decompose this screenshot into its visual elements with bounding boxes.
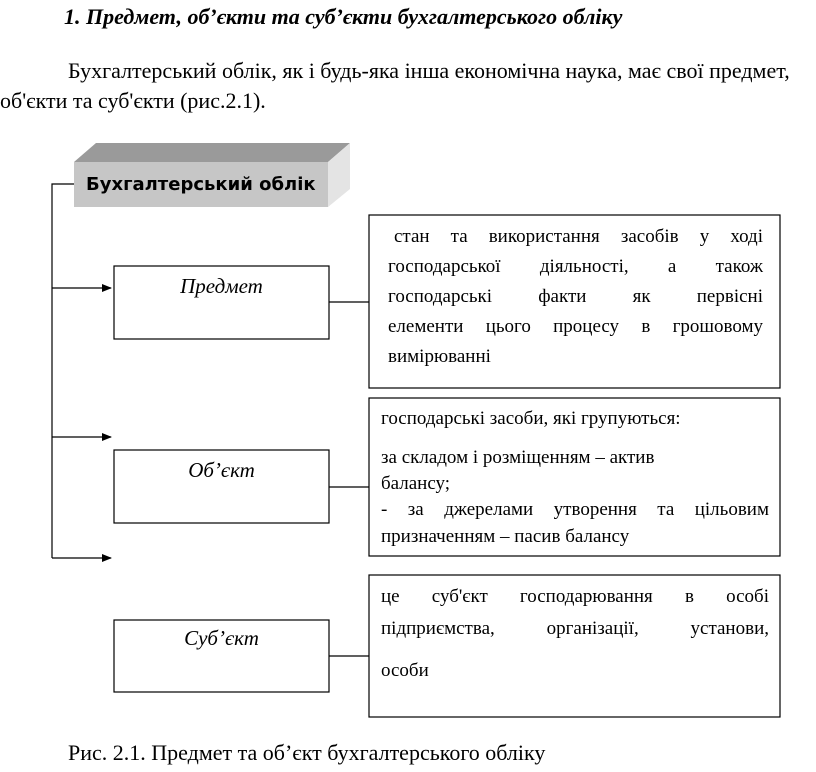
- desc-obiekt-line: - за джерелами утворення та цільовим: [381, 499, 769, 520]
- desc-subiekt: [381, 582, 769, 686]
- root-box-top: [74, 143, 350, 162]
- connector-trunk: [52, 184, 74, 558]
- root-label: Бухгалтерський облік: [86, 174, 316, 195]
- section-heading: 1. Предмет, об’єкти та суб’єкти бухгалтерського обліку: [64, 4, 623, 29]
- desc-predmet-line: елементи цього процесу в грошовому: [388, 316, 763, 337]
- figure-caption: Рис. 2.1. Предмет та об’єкт бухгалтерського обліку: [68, 740, 546, 765]
- desc-obiekt-line: за складом і розміщенням – актив: [381, 447, 655, 468]
- desc-subiekt-line: підприємства, організації, установи,: [381, 618, 769, 639]
- desc-predmet-line: стан та використання засобів у ході: [394, 226, 763, 247]
- node-label-obiekt: Об’єкт: [188, 458, 255, 482]
- desc-predmet-line: господарські факти як первісні: [388, 286, 763, 307]
- node-label-predmet: Предмет: [180, 274, 263, 298]
- desc-predmet-line: господарської діяльності, а також: [388, 256, 763, 277]
- desc-obiekt-line: господарські засоби, які групуються:: [381, 408, 681, 429]
- desc-obiekt-line: призначенням – пасив балансу: [381, 526, 630, 547]
- node-label-subiekt: Суб’єкт: [184, 626, 259, 650]
- desc-obiekt: [381, 404, 769, 550]
- desc-predmet: [388, 222, 763, 372]
- desc-obiekt-line: балансу;: [381, 473, 451, 494]
- desc-subiekt-line: особи: [381, 660, 429, 681]
- desc-predmet-line: вимірюванні: [388, 346, 491, 367]
- desc-subiekt-line: це суб'єкт господарювання в особі: [381, 586, 769, 607]
- intro-paragraph: Бухгалтерський облік, як і будь-яка інша економічна наука, має свої предмет, об'єкти та суб'єкти (рис.2.1).: [0, 58, 790, 113]
